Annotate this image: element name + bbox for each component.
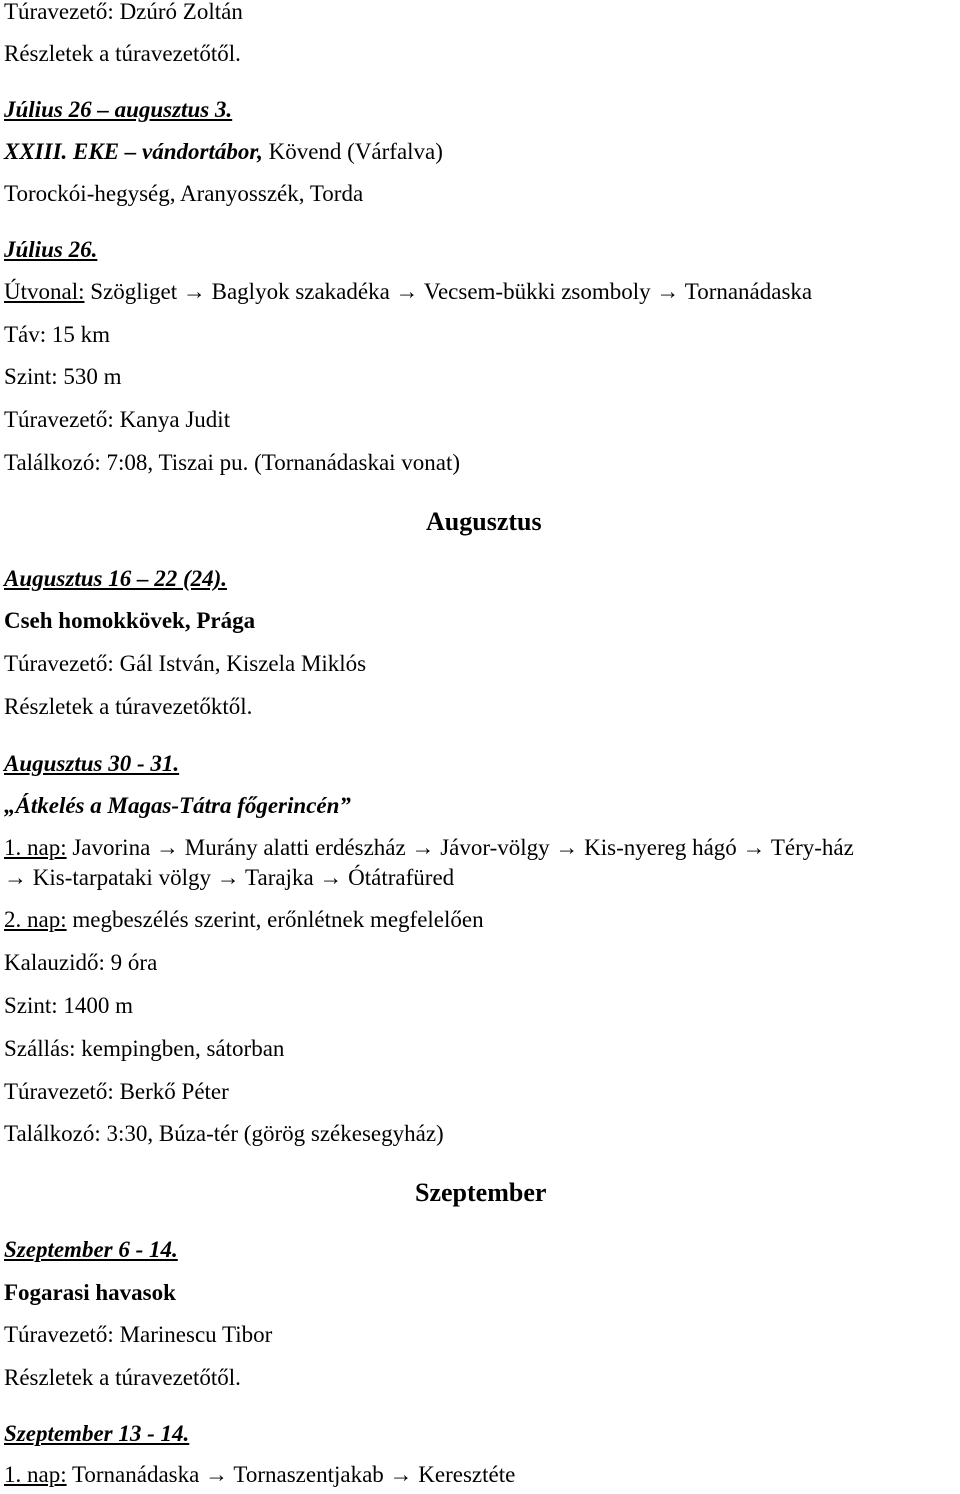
guide-line: Túravezető: Gál István, Kiszela Miklós <box>4 651 367 676</box>
day-label: 1. nap: <box>4 835 67 860</box>
event-date: Szeptember 6 - 14. <box>4 1237 178 1262</box>
route-line <box>4 278 812 306</box>
event-date: Augusztus 16 – 22 (24). <box>4 566 228 591</box>
day-label: 2. nap: <box>4 907 67 932</box>
details-line: Részletek a túravezetőktől. <box>4 694 253 719</box>
event-region: Torockói-hegység, Aranyosszék, Torda <box>4 181 364 206</box>
event-location: Kövend (Várfalva) <box>262 139 443 164</box>
event-title: Cseh homokkövek, Prága <box>4 608 256 633</box>
guide-line: Túravezető: Marinescu Tibor <box>4 1322 273 1347</box>
details-line: Részletek a túravezetőtől. <box>4 41 241 66</box>
elevation-line: Szint: 530 m <box>4 364 122 389</box>
month-heading-september: Szeptember <box>415 1178 547 1207</box>
day-route-text: megbeszélés szerint, erőnlétnek megfelelően <box>66 907 484 932</box>
event-title: „Átkelés a Magas-Tátra főgerincén” <box>4 793 351 818</box>
event-title: XXIII. EKE – vándortábor, <box>4 139 263 164</box>
elevation-line: Szint: 1400 m <box>4 993 134 1018</box>
event-title-line <box>4 138 443 166</box>
guide-line: Túravezető: Kanya Judit <box>4 407 231 432</box>
distance-line: Táv: 15 km <box>4 322 111 347</box>
day-route-line <box>4 1461 515 1489</box>
details-line: Részletek a túravezetőtől. <box>4 1365 241 1390</box>
day-route-text: Tornanádaska → Tornaszentjakab → Keresztéte <box>66 1462 516 1487</box>
day-route-line <box>4 906 484 934</box>
day-label: 1. nap: <box>4 1462 67 1487</box>
day-route-continuation: → Kis-tarpataki völgy → Tarajka → Ótátrafüred <box>4 865 455 890</box>
day-route-text: Javorina → Murány alatti erdészház → Jávor-völgy → Kis-nyereg hágó → Téry-ház <box>66 835 854 860</box>
event-date: Szeptember 13 - 14. <box>4 1421 190 1446</box>
event-date: Július 26 – augusztus 3. <box>4 97 233 122</box>
guide-time-line: Kalauzidő: 9 óra <box>4 950 158 975</box>
route-text: Szögliget → Baglyok szakadéka → Vecsem-bükki zsomboly → Tornanádaska <box>84 279 813 304</box>
guide-line: Túravezető: Dzúró Zoltán <box>4 0 243 24</box>
guide-line: Túravezető: Berkő Péter <box>4 1079 229 1104</box>
day-route-line <box>4 834 854 862</box>
meeting-line: Találkozó: 7:08, Tiszai pu. (Tornanádaskai vonat) <box>4 450 461 475</box>
month-heading-august: Augusztus <box>426 507 542 536</box>
accommodation-line: Szállás: kempingben, sátorban <box>4 1036 285 1061</box>
event-date: Augusztus 30 - 31. <box>4 751 180 776</box>
event-date: Július 26. <box>4 237 98 262</box>
route-label: Útvonal: <box>4 279 85 304</box>
event-title: Fogarasi havasok <box>4 1280 176 1305</box>
meeting-line: Találkozó: 3:30, Búza-tér (görög székesegyház) <box>4 1121 444 1146</box>
